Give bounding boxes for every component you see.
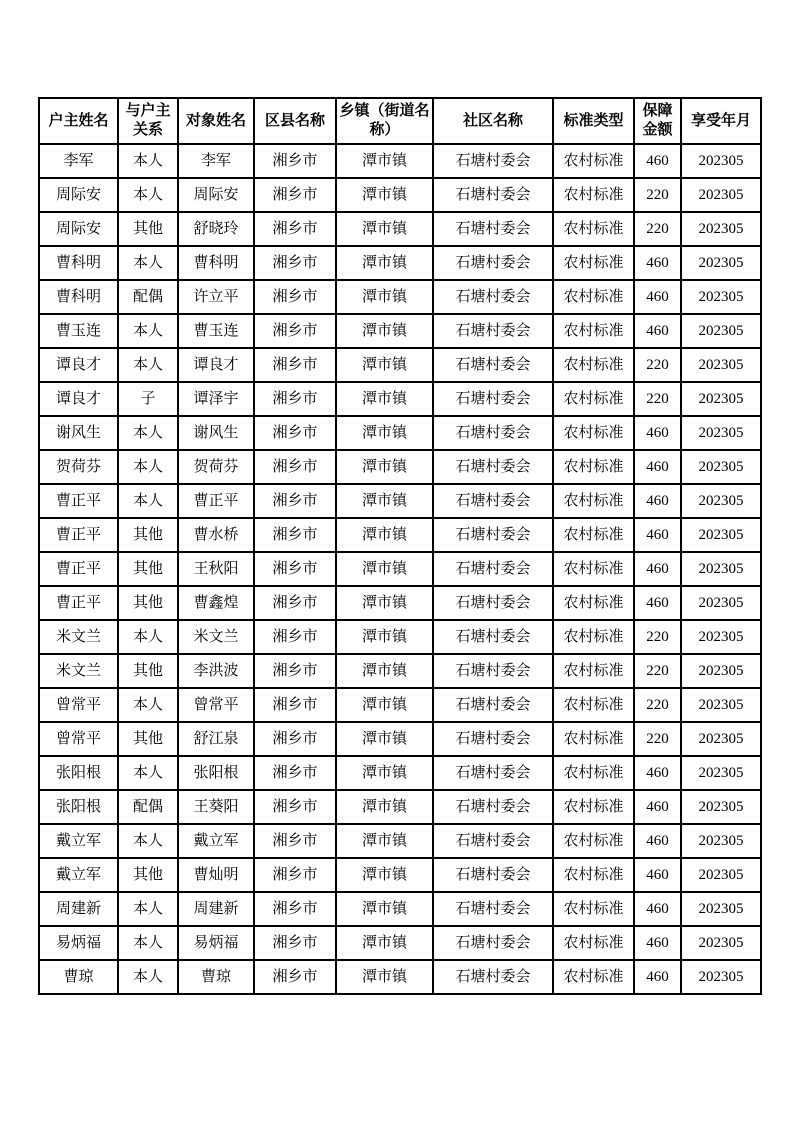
table-cell: 农村标准 [553,416,634,450]
table-cell: 本人 [118,144,178,178]
table-row [39,246,761,280]
table-cell: 戴立军 [39,858,118,892]
table-cell: 曹科明 [178,246,254,280]
table-cell: 460 [634,450,681,484]
table-cell: 曾常平 [178,688,254,722]
table-cell: 其他 [118,586,178,620]
table-cell: 潭市镇 [336,858,433,892]
table-cell: 曹鑫煌 [178,586,254,620]
table-cell: 202305 [681,518,761,552]
table-cell: 曹琼 [39,960,118,994]
table-cell: 潭市镇 [336,450,433,484]
table-cell: 460 [634,858,681,892]
table-cell: 本人 [118,824,178,858]
table-cell: 220 [634,688,681,722]
table-cell: 周际安 [178,178,254,212]
table-cell: 潭市镇 [336,348,433,382]
table-cell: 石塘村委会 [433,688,553,722]
table-row [39,688,761,722]
table-row [39,586,761,620]
table-cell: 本人 [118,314,178,348]
table-cell: 湘乡市 [254,892,336,926]
table-cell: 农村标准 [553,144,634,178]
table-cell: 周建新 [39,892,118,926]
table-cell: 潭市镇 [336,144,433,178]
table-cell: 潭市镇 [336,688,433,722]
table-cell: 许立平 [178,280,254,314]
table-cell: 湘乡市 [254,348,336,382]
table-cell: 农村标准 [553,926,634,960]
table-cell: 湘乡市 [254,790,336,824]
table-cell: 王葵阳 [178,790,254,824]
table-cell: 戴立军 [39,824,118,858]
table-cell: 米文兰 [178,620,254,654]
table-cell: 农村标准 [553,178,634,212]
table-cell: 湘乡市 [254,178,336,212]
table-cell: 石塘村委会 [433,314,553,348]
table-cell: 舒江泉 [178,722,254,756]
table-cell: 李军 [39,144,118,178]
table-cell: 子 [118,382,178,416]
table-cell: 本人 [118,348,178,382]
table-cell: 易炳福 [39,926,118,960]
table-cell: 周际安 [39,212,118,246]
table-cell: 曾常平 [39,722,118,756]
table-cell: 湘乡市 [254,280,336,314]
table-row [39,892,761,926]
table-cell: 农村标准 [553,382,634,416]
table-cell: 220 [634,722,681,756]
table-cell: 本人 [118,178,178,212]
table-cell: 曹玉连 [39,314,118,348]
table-cell: 曾常平 [39,688,118,722]
table-row [39,314,761,348]
table-cell: 潭市镇 [336,552,433,586]
table-cell: 农村标准 [553,280,634,314]
table-cell: 其他 [118,722,178,756]
table-row [39,348,761,382]
table-cell: 石塘村委会 [433,178,553,212]
table-cell: 潭市镇 [336,756,433,790]
table-cell: 石塘村委会 [433,586,553,620]
table-cell: 202305 [681,450,761,484]
table-cell: 石塘村委会 [433,212,553,246]
table-cell: 220 [634,620,681,654]
table-cell: 农村标准 [553,858,634,892]
column-header-relation-to-householder: 与户主关系 [118,98,178,144]
table-cell: 农村标准 [553,348,634,382]
column-header-subject-name: 对象姓名 [178,98,254,144]
table-cell: 本人 [118,960,178,994]
table-cell: 460 [634,484,681,518]
table-cell: 石塘村委会 [433,858,553,892]
table-cell: 202305 [681,688,761,722]
table-cell: 湘乡市 [254,654,336,688]
table-cell: 配偶 [118,790,178,824]
table-cell: 农村标准 [553,688,634,722]
table-cell: 202305 [681,552,761,586]
table-cell: 460 [634,892,681,926]
table-cell: 石塘村委会 [433,790,553,824]
table-cell: 李洪波 [178,654,254,688]
table-cell: 本人 [118,246,178,280]
column-header-benefit-year-month: 享受年月 [681,98,761,144]
table-cell: 农村标准 [553,722,634,756]
table-cell: 460 [634,280,681,314]
table-cell: 张阳根 [39,790,118,824]
table-cell: 202305 [681,314,761,348]
table-cell: 220 [634,654,681,688]
table-cell: 湘乡市 [254,756,336,790]
table-cell: 湘乡市 [254,450,336,484]
table-cell: 谭泽宇 [178,382,254,416]
table-cell: 202305 [681,892,761,926]
table-cell: 农村标准 [553,620,634,654]
table-cell: 本人 [118,892,178,926]
table-cell: 曹正平 [39,552,118,586]
table-cell: 湘乡市 [254,688,336,722]
table-cell: 本人 [118,620,178,654]
table-cell: 石塘村委会 [433,450,553,484]
table-cell: 湘乡市 [254,416,336,450]
table-cell: 潭市镇 [336,518,433,552]
table-cell: 202305 [681,178,761,212]
table-row [39,518,761,552]
table-cell: 石塘村委会 [433,654,553,688]
table-cell: 曹玉连 [178,314,254,348]
table-cell: 曹正平 [39,586,118,620]
table-cell: 谢风生 [39,416,118,450]
table-cell: 农村标准 [553,790,634,824]
table-cell: 湘乡市 [254,858,336,892]
table-cell: 谭良才 [39,382,118,416]
table-cell: 农村标准 [553,246,634,280]
table-cell: 湘乡市 [254,212,336,246]
table-row [39,484,761,518]
table-cell: 石塘村委会 [433,892,553,926]
table-cell: 谭良才 [178,348,254,382]
table-cell: 460 [634,314,681,348]
table-cell: 湘乡市 [254,518,336,552]
table-cell: 石塘村委会 [433,620,553,654]
table-cell: 曹科明 [39,246,118,280]
table-cell: 潭市镇 [336,280,433,314]
table-cell: 220 [634,348,681,382]
table-row [39,178,761,212]
table-cell: 潭市镇 [336,246,433,280]
table-cell: 湘乡市 [254,824,336,858]
table-cell: 石塘村委会 [433,722,553,756]
table-cell: 张阳根 [178,756,254,790]
table-cell: 曹正平 [39,518,118,552]
table-cell: 谢风生 [178,416,254,450]
table-cell: 潭市镇 [336,484,433,518]
table-row [39,552,761,586]
table-cell: 石塘村委会 [433,824,553,858]
table-row [39,450,761,484]
table-cell: 其他 [118,212,178,246]
table-cell: 石塘村委会 [433,484,553,518]
table-cell: 贺荷芬 [178,450,254,484]
table-cell: 202305 [681,348,761,382]
table-cell: 潭市镇 [336,178,433,212]
table-cell: 202305 [681,382,761,416]
benefit-roster-table [38,97,762,995]
table-cell: 其他 [118,552,178,586]
table-cell: 李军 [178,144,254,178]
table-row [39,926,761,960]
table-cell: 202305 [681,416,761,450]
table-cell: 202305 [681,280,761,314]
table-cell: 潭市镇 [336,212,433,246]
table-cell: 米文兰 [39,620,118,654]
table-row [39,280,761,314]
column-header-district-name: 区县名称 [254,98,336,144]
table-cell: 谭良才 [39,348,118,382]
table-row [39,722,761,756]
table-cell: 460 [634,552,681,586]
table-cell: 220 [634,382,681,416]
table-cell: 其他 [118,654,178,688]
table-cell: 460 [634,518,681,552]
table-cell: 202305 [681,212,761,246]
table-cell: 配偶 [118,280,178,314]
table-cell: 其他 [118,858,178,892]
table-cell: 202305 [681,926,761,960]
table-cell: 石塘村委会 [433,926,553,960]
table-cell: 220 [634,212,681,246]
table-cell: 湘乡市 [254,552,336,586]
table-cell: 曹琼 [178,960,254,994]
table-cell: 202305 [681,756,761,790]
table-cell: 湘乡市 [254,484,336,518]
table-cell: 石塘村委会 [433,348,553,382]
table-cell: 张阳根 [39,756,118,790]
table-cell: 周建新 [178,892,254,926]
table-cell: 202305 [681,586,761,620]
table-cell: 本人 [118,756,178,790]
table-cell: 曹正平 [178,484,254,518]
table-row [39,144,761,178]
table-cell: 220 [634,178,681,212]
table-cell: 潭市镇 [336,586,433,620]
table-cell: 农村标准 [553,892,634,926]
table-row [39,960,761,994]
table-cell: 石塘村委会 [433,144,553,178]
table-cell: 202305 [681,790,761,824]
table-row [39,212,761,246]
table-cell: 202305 [681,144,761,178]
table-cell: 湘乡市 [254,314,336,348]
column-header-householder-name: 户主姓名 [39,98,118,144]
table-cell: 曹正平 [39,484,118,518]
column-header-standard-type: 标准类型 [553,98,634,144]
table-cell: 460 [634,416,681,450]
table-cell: 湘乡市 [254,586,336,620]
table-cell: 本人 [118,416,178,450]
table-cell: 潭市镇 [336,314,433,348]
table-cell: 农村标准 [553,314,634,348]
table-cell: 石塘村委会 [433,280,553,314]
table-row [39,620,761,654]
header-row [39,98,761,144]
table-cell: 湘乡市 [254,144,336,178]
table-cell: 农村标准 [553,824,634,858]
table-cell: 湘乡市 [254,382,336,416]
table-cell: 农村标准 [553,518,634,552]
table-cell: 石塘村委会 [433,552,553,586]
table-cell: 460 [634,824,681,858]
table-cell: 202305 [681,722,761,756]
table-cell: 农村标准 [553,552,634,586]
table-cell: 本人 [118,484,178,518]
table-cell: 460 [634,790,681,824]
table-cell: 湘乡市 [254,926,336,960]
table-cell: 460 [634,926,681,960]
table-cell: 202305 [681,620,761,654]
table-cell: 潭市镇 [336,892,433,926]
table-cell: 石塘村委会 [433,518,553,552]
table-cell: 湘乡市 [254,722,336,756]
table-cell: 农村标准 [553,212,634,246]
table-cell: 贺荷芬 [39,450,118,484]
table-cell: 202305 [681,484,761,518]
table-cell: 460 [634,246,681,280]
column-header-township-name: 乡镇（街道名称） [336,98,433,144]
table-cell: 农村标准 [553,756,634,790]
table-cell: 农村标准 [553,960,634,994]
table-cell: 戴立军 [178,824,254,858]
table-cell: 潭市镇 [336,416,433,450]
table-cell: 本人 [118,926,178,960]
table-cell: 202305 [681,824,761,858]
table-cell: 石塘村委会 [433,246,553,280]
table-cell: 周际安 [39,178,118,212]
table-cell: 舒晓玲 [178,212,254,246]
table-cell: 460 [634,756,681,790]
table-cell: 石塘村委会 [433,416,553,450]
table-cell: 潭市镇 [336,960,433,994]
table-cell: 湘乡市 [254,960,336,994]
table-cell: 农村标准 [553,450,634,484]
table-cell: 湘乡市 [254,620,336,654]
table-cell: 其他 [118,518,178,552]
table-cell: 米文兰 [39,654,118,688]
table-cell: 潭市镇 [336,654,433,688]
table-cell: 本人 [118,450,178,484]
table-cell: 潭市镇 [336,722,433,756]
table-cell: 202305 [681,960,761,994]
table-row [39,416,761,450]
table-cell: 石塘村委会 [433,382,553,416]
table-cell: 202305 [681,654,761,688]
table-cell: 本人 [118,688,178,722]
table-cell: 202305 [681,246,761,280]
table-cell: 202305 [681,858,761,892]
table-row [39,382,761,416]
table-cell: 460 [634,586,681,620]
table-cell: 潭市镇 [336,926,433,960]
table-cell: 潭市镇 [336,790,433,824]
table-cell: 460 [634,960,681,994]
column-header-guarantee-amount: 保障金额 [634,98,681,144]
column-header-community-name: 社区名称 [433,98,553,144]
table-cell: 湘乡市 [254,246,336,280]
table-cell: 潭市镇 [336,824,433,858]
table-cell: 石塘村委会 [433,756,553,790]
table-cell: 潭市镇 [336,620,433,654]
table-cell: 460 [634,144,681,178]
table-cell: 曹科明 [39,280,118,314]
table-row [39,756,761,790]
table-row [39,790,761,824]
table-cell: 王秋阳 [178,552,254,586]
table-cell: 潭市镇 [336,382,433,416]
table-cell: 曹灿明 [178,858,254,892]
table-row [39,858,761,892]
table-row [39,654,761,688]
table-cell: 农村标准 [553,484,634,518]
table-cell: 曹水桥 [178,518,254,552]
table-cell: 农村标准 [553,586,634,620]
table-cell: 石塘村委会 [433,960,553,994]
table-cell: 易炳福 [178,926,254,960]
table-row [39,824,761,858]
table-cell: 农村标准 [553,654,634,688]
